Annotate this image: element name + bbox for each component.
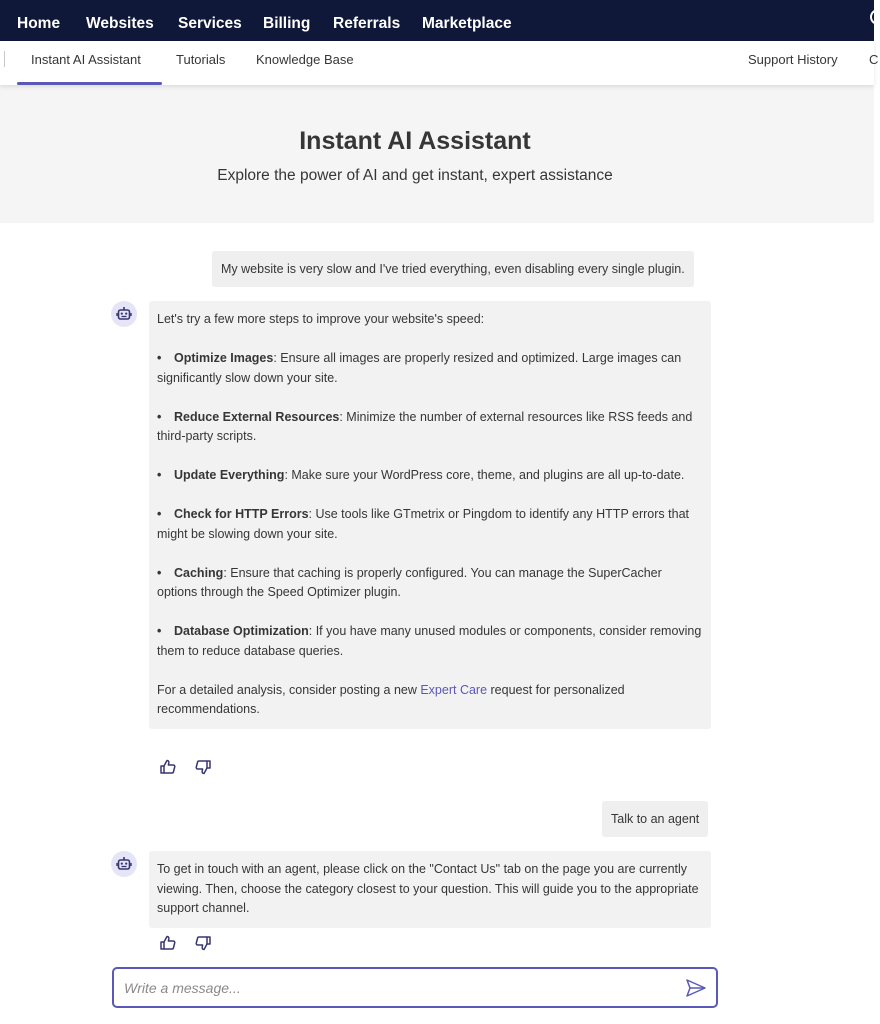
- message-input[interactable]: [124, 977, 674, 999]
- nav-marketplace[interactable]: Marketplace: [422, 15, 512, 32]
- help-icon[interactable]: [870, 9, 880, 25]
- list-item-title: Optimize Images: [174, 351, 274, 365]
- nav-home[interactable]: Home: [17, 15, 61, 32]
- reply-intro: Let's try a few more steps to improve your website's speed:: [157, 312, 485, 326]
- top-navigation: [0, 0, 874, 41]
- sub-navigation: [0, 41, 879, 85]
- assistant-message: [149, 851, 711, 928]
- list-item-title: Update Everything: [174, 468, 285, 482]
- list-item-title: Reduce External Resources: [174, 409, 340, 424]
- reply-text: To get in touch with an agent, please click on the "Contact Us" tab on the page you are currently viewing. Then, choose the category closest to your question. This will guide you to the appropriate support channel.: [157, 862, 699, 915]
- nav-websites[interactable]: Websites: [86, 15, 154, 32]
- tab-clipped[interactable]: C: [869, 52, 879, 67]
- assistant-message: [149, 301, 711, 729]
- thumbs-down-icon[interactable]: [194, 758, 212, 776]
- message-composer: [112, 967, 718, 1008]
- page-subtitle: Explore the power of AI and get instant, expert assistance: [217, 167, 613, 184]
- tab-knowledge-base[interactable]: Knowledge Base: [256, 52, 354, 67]
- hero-banner: [0, 85, 874, 223]
- robot-icon: [111, 851, 137, 877]
- list-item: • Check for HTTP Errors: Use tools like GTmetrix or Pingdom to identify any HTTP errors that might be slowing down your site.: [157, 507, 689, 541]
- list-item-title: Check for HTTP Errors: [174, 507, 309, 521]
- list-item-text: : Ensure that caching is properly configured. You can manage the SuperCacher options through the Speed Optimizer plugin.: [157, 565, 662, 599]
- thumbs-down-icon[interactable]: [194, 934, 212, 952]
- active-tab-indicator: [17, 82, 162, 85]
- thumbs-up-icon[interactable]: [159, 758, 177, 776]
- list-item-text: : Use tools like GTmetrix or Pingdom to identify any HTTP errors that might be slowing down your site.: [157, 507, 689, 541]
- list-item: • Reduce External Resources: Minimize the number of external resources like RSS feeds and third-party scripts.: [157, 409, 693, 443]
- tab-support-history[interactable]: Support History: [748, 52, 838, 67]
- robot-icon: [111, 301, 137, 327]
- expert-care-link[interactable]: Expert Care: [420, 682, 488, 697]
- nav-billing[interactable]: Billing: [263, 15, 311, 32]
- page-title: Instant AI Assistant: [299, 127, 531, 155]
- list-item: • Update Everything: Make sure your WordPress core, theme, and plugins are all up-to-date.: [157, 468, 685, 482]
- list-item-title: Database Optimization: [174, 624, 309, 638]
- list-item-text: : If you have many unused modules or components, consider removing them to reduce database queries.: [157, 624, 702, 658]
- list-item: • Database Optimization: If you have many unused modules or components, consider removing them to reduce database queries.: [157, 624, 702, 658]
- subnav-divider: [4, 51, 5, 67]
- list-item-text: : Minimize the number of external resources like RSS feeds and third-party scripts.: [157, 409, 693, 443]
- reply-outro: [157, 681, 703, 720]
- list-item-text: : Ensure all images are properly resized and optimized. Large images can significantly slow down your site.: [157, 351, 682, 385]
- tab-instant-ai-assistant[interactable]: Instant AI Assistant: [31, 52, 141, 67]
- thumbs-up-icon[interactable]: [159, 934, 177, 952]
- send-icon[interactable]: [685, 978, 707, 998]
- nav-services[interactable]: Services: [178, 15, 242, 32]
- list-item: • Optimize Images: Ensure all images are properly resized and optimized. Large images can significantly slow down your site.: [157, 351, 682, 385]
- list-item-text: : Make sure your WordPress core, theme, and plugins are all up-to-date.: [284, 468, 685, 482]
- list-item-title: Caching: [174, 565, 224, 580]
- list-item: • Caching: Ensure that caching is properly configured. You can manage the SuperCacher options through the Speed Optimizer plugin.: [157, 565, 662, 599]
- user-message: Talk to an agent: [602, 801, 708, 837]
- user-message: My website is very slow and I've tried everything, even disabling every single plugin.: [212, 251, 694, 287]
- reply-outro-text: For a detailed analysis, consider posting a new: [157, 682, 421, 697]
- nav-referrals[interactable]: Referrals: [333, 15, 401, 32]
- tab-tutorials[interactable]: Tutorials: [176, 52, 226, 67]
- reply-outro-text: request for personalized recommendations.: [157, 682, 625, 716]
